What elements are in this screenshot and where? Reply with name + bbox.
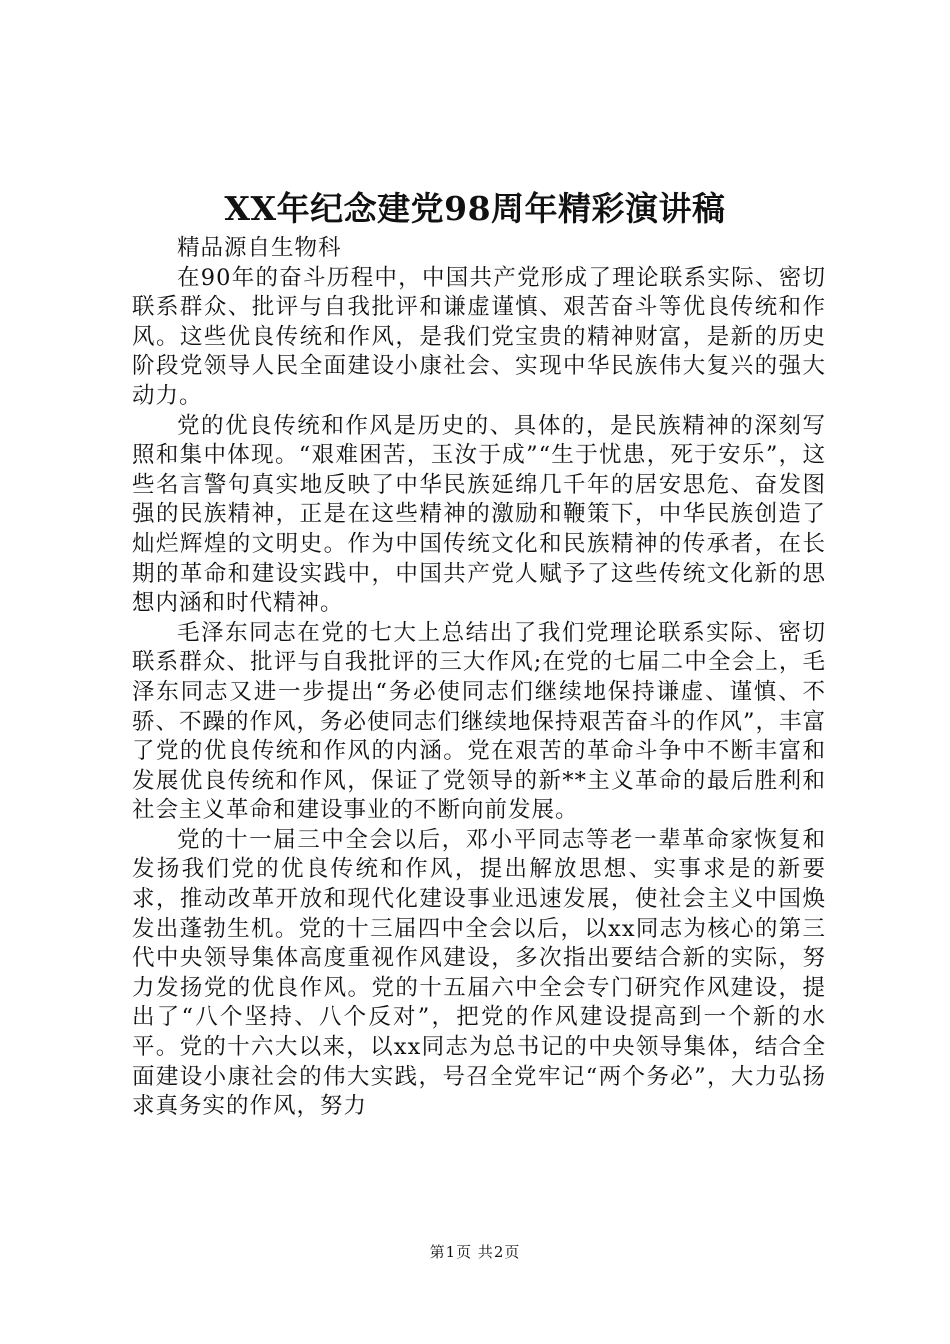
page-footer: 第1页 共2页 bbox=[429, 1243, 521, 1261]
paragraph-4: 党的十一届三中全会以后，邓小平同志等老一辈革命家恢复和发扬我们党的优良传统和作风，提出解放思想、实事求是的新要求，推动改革开放和现代化建设事业迅速发展，使社会主义中国焕发出蓬勃生机。党的十三届四中全会以后，以xx同志为核心的第三代中央领导集体高度重视作风建设，多次指出要结合新的实际，努力发扬党的优良作风。党的十五届六中全会专门研究作风建设，提出了“八个坚持、八个反对”，把党的作风建设提高到一个新的水平。党的十六大以来，以xx同志为总书记的中央领导集体，结合全面建设小康社会的伟大实践，号召全党牢记“两个务必”，大力弘扬求真务实的作风，努力 bbox=[132, 826, 826, 1120]
document-body bbox=[132, 234, 826, 1122]
document-title: XX年纪念建党98周年精彩演讲稿 bbox=[224, 189, 726, 228]
paragraph-3: 毛泽东同志在党的七大上总结出了我们党理论联系实际、密切联系群众、批评与自我批评的三大作风;在党的七届二中全会上，毛泽东同志又进一步提出“务必使同志们继续地保持谦虚、谨慎、不骄、不躁的作风，务必使同志们继续地保持艰苦奋斗的作风”，丰富了党的优良传统和作风的内涵。党在艰苦的革命斗争中不断丰富和发展优良传统和作风，保证了党领导的新**主义革命的最后胜利和社会主义革命和建设事业的不断向前发展。 bbox=[132, 619, 827, 824]
paragraph-2: 党的优良传统和作风是历史的、具体的，是民族精神的深刻写照和集中体现。“艰难困苦，玉汝于成”“生于忧患，死于安乐”，这些名言警句真实地反映了中华民族延绵几千年的居安思危、奋发图强的民族精神，正是在这些精神的激励和鞭策下，中华民族创造了灿烂辉煌的文明史。作为中国传统文化和民族精神的传承者，在长期的革命和建设实践中，中国共产党人赋予了这些传统文化新的思想内涵和时代精神。 bbox=[132, 412, 826, 617]
source-line: 精品源自生物科 bbox=[177, 235, 342, 261]
paragraph-1: 在90年的奋斗历程中，中国共产党形成了理论联系实际、密切联系群众、批评与自我批评和谦虚谨慎、艰苦奋斗等优良传统和作风。这些优良传统和作风，是我们党宝贵的精神财富，是新的历史阶段党领导人民全面建设小康社会、实现中华民族伟大复兴的强大动力。 bbox=[132, 264, 826, 409]
